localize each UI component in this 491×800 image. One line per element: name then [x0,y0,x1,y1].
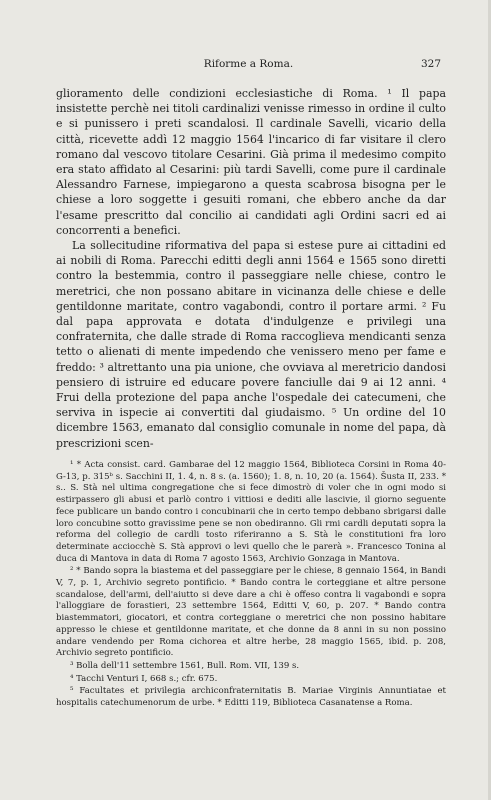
running-header [56,58,441,72]
page-number: 327 [420,58,441,70]
body-paragraph: La sollecitudine riformativa del papa si estese pure ai cittadini ed ai nobili di Roma. Parecchi editti degli anni 1564 e 1565 sono diretti contro la bestemmia, contro il passeggiare nelle chiese, contro le meretrici, che non possano abitare in vicinanza delle chiese e delle gentildonne maritate, contro vagabondi, contro il portare armi. ² Fu dal papa approvata e dotata d'indulgenze e privilegi una confraternita, che dalle strade di Roma raccoglieva mendicanti senza tetto o alienati di mente impedendo che venissero meno per fame e freddo: ³ altrettanto una pia unione, che ovviava al meretricio dandosi pensiero di istruire ed educare povere fanciulle dai 9 ai 12 anni. ⁴ Frui della protezione del papa anche l'ospedale dei catecumeni, che serviva in ispecie ai convertiti dal giudaismo. ⁵ Un ordine del 10 dicembre 1563, emanato dal consiglio comunale in nome del papa, dà prescrizioni scen- [56,239,446,450]
main-text [56,86,446,451]
footnote: ² * Bando sopra la biastema et del passeggiare per le chiese, 8 gennaio 1564, in Bandi V, 7, p. 1, Archivio segreto pontificio. * Bando contra le corteggiane et altre persone scandalose, dell'armi, dell'aiutto si deve dare a chi è offeso contra li vagabondi e sopra l'alloggiare de forastieri, 23 settembre 1564, Editti V, 60, p. 207. * Bando contra biastemmatori, giocatori, et contra corteggiane o meretrici che non possino habitare appresso le chiese et gentildonne maritate, et che donne da 8 anni in su non possino andare vendendo per Roma cichorea et altre herbe, 28 maggio 1565, ibid. p. 208, Archivio segreto pontificio. [56,566,446,659]
footnote: ¹ * Acta consist. card. Gambarae del 12 maggio 1564, Biblioteca Corsini in Roma 40-G-13, p. 315ᵇ s. Sacchini II, 1. 4, n. 8 s. (a. 1560); 1. 8, n. 10, 20 (a. 1564). Šusta II, 233. * s.. S. Stà nel ultima congregatione che si fece dimostrò di voler che in ogni modo si estirpassero gli abusi et parlò contro i vittiosi e dediti alle lascivie, il giorno seguente fece publicare un bando contro i concubinarii che in certo tempo debbano sbrigarsi dalle loro concubine sotto gravissime pene se non obediranno. Gli rmi cardli deputati sopra la reforma del collegio de cardli tosto riferiranno a S. Stà le constitutioni fra loro determinate acciocchè S. Stà approvi o levi quello che le parerà ». Francesco Tonina al duca di Mantova in data di Roma 7 agosto 1563, Archivio Gonzaga in Mantova. [56,460,446,564]
footnote: ⁴ Tacchi Venturi I, 668 s.; cfr. 675. [70,673,218,684]
running-title: Riforme a Roma. [203,58,294,70]
footnote: ⁵ Facultates et privilegia archiconfraternitatis B. Mariae Virginis Annuntiatae et hospitalis catechumenorum de urbe. * Editti 119, Biblioteca Casanatense a Roma. [56,686,446,709]
body-paragraph: glioramento delle condizioni ecclesiastiche di Roma. ¹ Il papa insistette perchè nei titoli cardinalizi venisse rimesso in ordine il culto e si punissero i preti scandalosi. Il cardinale Savelli, vicario della città, ricevette addì 12 maggio 1564 l'incarico di far visitare il clero romano dal vescovo titolare Cesarini. Già prima il medesimo compito era stato affidato al Cesarini: più tardi Savelli, come pure il cardinale Alessandro Farnese, impiegarono a questa scabrosa bisogna per le chiese a loro soggette i gesuiti romani, che ebbero anche da dar l'esame prescritto dal concilio ai candidati agli Ordini sacri ed ai concorrenti a benefici. [56,87,446,237]
footnote: ³ Bolla dell'11 settembre 1561, Bull. Rom. VII, 139 s. [70,660,300,671]
footnotes [56,460,446,711]
